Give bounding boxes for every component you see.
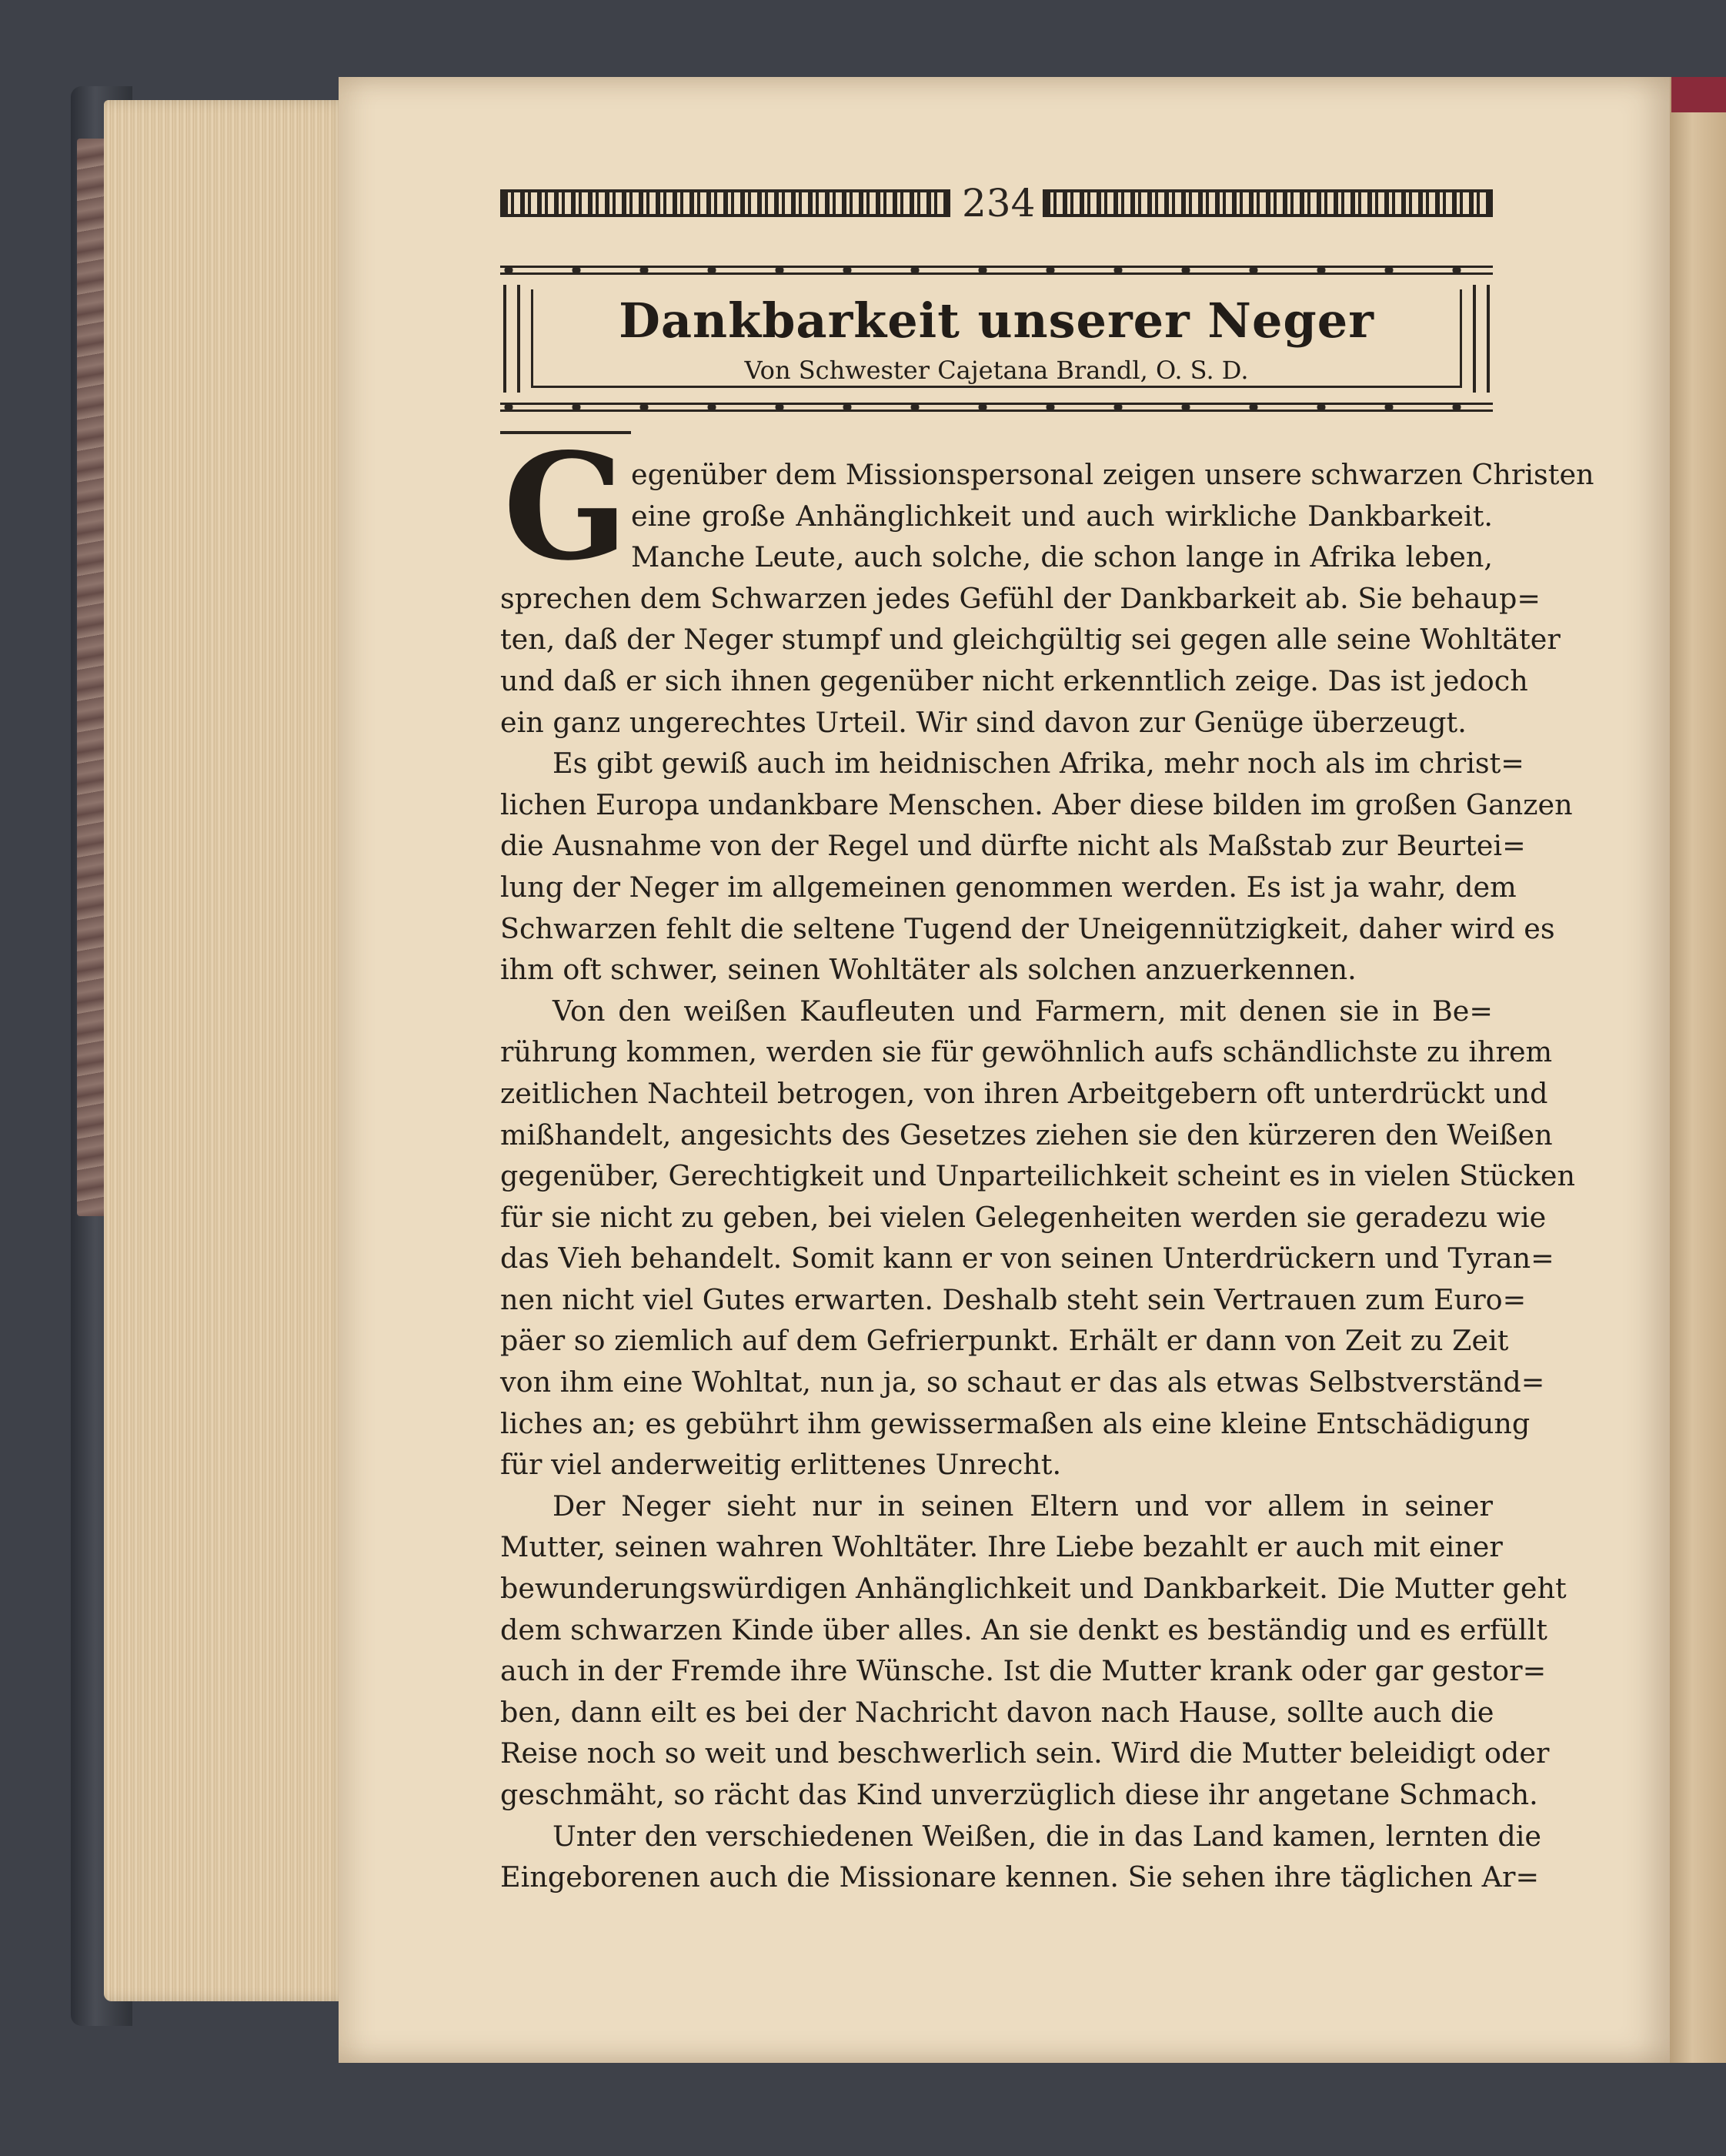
text-line: päer so ziemlich auf dem Gefrierpunkt. Erhält er dann von Zeit zu Zeit [500,1324,1509,1358]
text-line: Es gibt gewiß auch im heidnischen Afrika, mehr noch als im christ= [553,747,1524,781]
text-line: Mutter, seinen wahren Wohltäter. Ihre Liebe bezahlt er auch mit einer [500,1530,1503,1564]
text-line: für sie nicht zu geben, bei vielen Gelegenheiten werden sie geradezu wie [500,1200,1547,1234]
text-line: Reise noch so weit und beschwerlich sein. Wird die Mutter beleidigt oder [500,1736,1550,1770]
text-line: nen nicht viel Gutes erwarten. Deshalb steht sein Vertrauen zum Euro= [500,1282,1527,1316]
text-line: dem schwarzen Kinde über alles. An sie denkt es beständig und es erfüllt [500,1613,1547,1646]
header-ornament-left [500,189,950,217]
text-line: und daß er sich ihnen gegenüber nicht erkenntlich zeige. Das ist jedoch [500,664,1528,697]
text-line: eine große Anhänglichkeit und auch wirkliche Dankbarkeit. [631,499,1493,533]
text-line: lichen Europa undankbare Menschen. Aber diese bilden im großen Ganzen [500,787,1573,821]
text-line: Schwarzen fehlt die seltene Tugend der Uneigennützigkeit, daher wird es [500,911,1555,945]
text-line: liches an; es gebührt ihm gewissermaßen als eine kleine Entschädigung [500,1406,1531,1440]
drop-cap: G [500,431,631,580]
text-line: ihm oft schwer, seinen Wohltäter als solchen anzuerkennen. [500,953,1357,987]
marbled-cover-edge [77,139,106,1216]
next-page-edge [1670,77,1726,2063]
text-line: von ihm eine Wohltat, nun ja, so schaut er das als etwas Selbstverständ= [500,1365,1545,1399]
text-line: gegenüber, Gerechtigkeit und Unparteilichkeit scheint es in vielen Stücken [500,1159,1575,1193]
article-title: Dankbarkeit unserer Neger [619,292,1374,349]
text-line: Von den weißen Kaufleuten und Farmern, mit denen sie in Be= [553,994,1493,1028]
title-frame [500,262,1493,416]
text-line: das Vieh behandelt. Somit kann er von seinen Unterdrückern und Tyran= [500,1242,1554,1275]
chain-border-top [500,262,1493,279]
page-number: 234 [962,181,1036,226]
text-line: für viel anderweitig erlittenes Unrecht. [500,1448,1062,1482]
text-line: rührung kommen, werden sie für gewöhnlich aufs schändlichste zu ihrem [500,1035,1553,1069]
bookmark-ribbon [1671,77,1726,112]
text-line: Der Neger sieht nur in seinen Eltern und vor allem in seiner [553,1489,1493,1523]
text-line: Manche Leute, auch solche, die schon lange in Afrika leben, [631,540,1493,574]
text-line: mißhandelt, angesichts des Gesetzes ziehen sie den kürzeren den Weißen [500,1118,1553,1152]
article-body [500,454,1594,1898]
text-line: die Ausnahme von der Regel und dürfte nicht als Maßstab zur Beurtei= [500,829,1526,863]
text-line: ben, dann eilt es bei der Nachricht davon nach Hause, sollte auch die [500,1695,1494,1729]
page-stack [104,100,350,2001]
text-line: lung der Neger im allgemeinen genommen werden. Es ist ja wahr, dem [500,870,1517,904]
text-line: sprechen dem Schwarzen jedes Gefühl der Dankbarkeit ab. Sie behaup= [500,581,1541,615]
article-byline: Von Schwester Cajetana Brandl, O. S. D. [744,356,1249,385]
page-header [500,180,1493,226]
text-line: auch in der Fremde ihre Wünsche. Ist die Mutter krank oder gar gestor= [500,1654,1547,1688]
chain-border-bottom [500,399,1493,416]
text-line: Unter den verschiedenen Weißen, die in das Land kamen, lernten die [553,1819,1541,1853]
text-line: egenüber dem Missionspersonal zeigen unsere schwarzen Christen [631,458,1594,491]
text-line: Eingeborenen auch die Missionare kennen. Sie sehen ihre täglichen Ar= [500,1860,1540,1894]
header-ornament-right [1043,189,1493,217]
text-line: ten, daß der Neger stumpf und gleichgültig sei gegen alle seine Wohltäter [500,623,1561,657]
frame-side-right [1473,285,1490,393]
text-line: bewunderungswürdigen Anhänglichkeit und Dankbarkeit. Die Mutter geht [500,1572,1567,1606]
text-line: geschmäht, so rächt das Kind unverzüglich diese ihr angetane Schmach. [500,1778,1538,1811]
text-line: zeitlichen Nachteil betrogen, von ihren Arbeitgebern oft unterdrückt und [500,1076,1548,1110]
text-line: ein ganz ungerechtes Urteil. Wir sind davon zur Genüge überzeugt. [500,705,1467,739]
